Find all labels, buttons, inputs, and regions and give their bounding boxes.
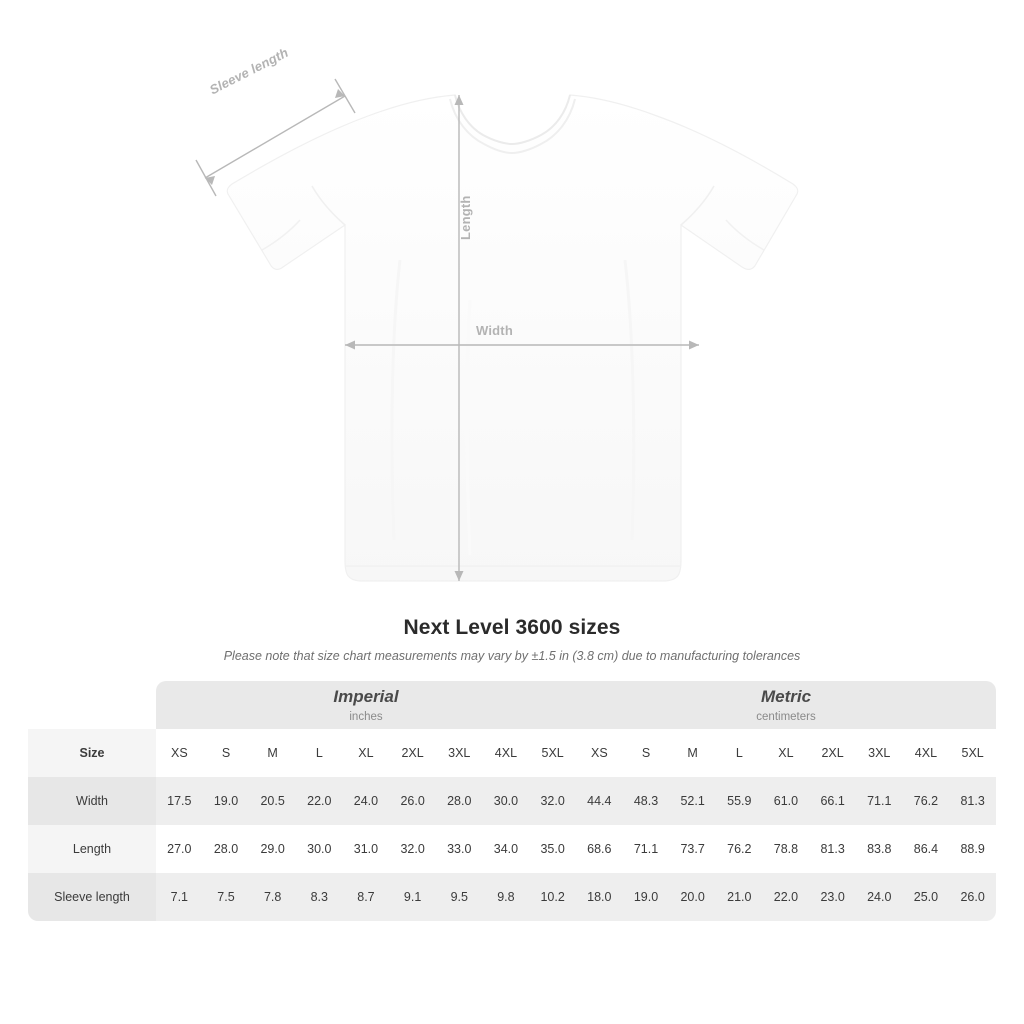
measure-cell-metric: 76.2 xyxy=(716,825,763,873)
size-header-cell: 5XL xyxy=(949,729,996,777)
measure-cell-metric: 78.8 xyxy=(763,825,810,873)
tolerance-note: Please note that size chart measurements may vary by ±1.5 in (3.8 cm) due to manufacturing tolerances xyxy=(223,649,801,663)
size-header-cell: L xyxy=(296,729,343,777)
size-chart-body xyxy=(28,681,996,921)
measure-cell-metric: 71.1 xyxy=(856,777,903,825)
measure-cell-imperial: 35.0 xyxy=(529,825,576,873)
size-header-cell: XS xyxy=(156,729,203,777)
measure-cell-metric: 83.8 xyxy=(856,825,903,873)
measure-cell-imperial: 31.0 xyxy=(343,825,390,873)
measure-cell-imperial: 7.8 xyxy=(249,873,296,921)
measure-cell-metric: 22.0 xyxy=(763,873,810,921)
table-row xyxy=(28,825,996,873)
measure-cell-imperial: 10.2 xyxy=(529,873,576,921)
measure-cell-metric: 55.9 xyxy=(716,777,763,825)
measure-cell-imperial: 20.5 xyxy=(249,777,296,825)
size-header-cell: M xyxy=(669,729,716,777)
measure-cell-imperial: 9.8 xyxy=(483,873,530,921)
size-header-cell: 2XL xyxy=(389,729,436,777)
unit-header-row xyxy=(28,681,996,729)
annotation-sleeve-length: Sleeve length xyxy=(207,44,291,98)
size-header-cell: XL xyxy=(343,729,390,777)
unit-sub-metric: centimeters xyxy=(756,711,816,723)
measure-cell-imperial: 8.3 xyxy=(296,873,343,921)
measure-cell-imperial: 28.0 xyxy=(436,777,483,825)
measure-cell-imperial: 32.0 xyxy=(529,777,576,825)
unit-group-imperial xyxy=(156,681,576,729)
measure-cell-metric: 76.2 xyxy=(903,777,950,825)
measure-cell-imperial: 24.0 xyxy=(343,777,390,825)
measure-cell-imperial: 8.7 xyxy=(343,873,390,921)
row-label: Length xyxy=(28,825,156,873)
measure-cell-metric: 26.0 xyxy=(949,873,996,921)
size-header-cell: 5XL xyxy=(529,729,576,777)
measure-cell-imperial: 9.1 xyxy=(389,873,436,921)
measure-cell-imperial: 30.0 xyxy=(483,777,530,825)
measure-cell-imperial: 33.0 xyxy=(436,825,483,873)
measure-cell-metric: 21.0 xyxy=(716,873,763,921)
measure-cell-imperial: 30.0 xyxy=(296,825,343,873)
size-header-cell: L xyxy=(716,729,763,777)
measure-cell-metric: 61.0 xyxy=(763,777,810,825)
measure-cell-imperial: 34.0 xyxy=(483,825,530,873)
measure-cell-imperial: 7.5 xyxy=(203,873,250,921)
measure-cell-metric: 66.1 xyxy=(809,777,856,825)
measure-cell-metric: 68.6 xyxy=(576,825,623,873)
shirt-body xyxy=(227,95,798,581)
row-label: Width xyxy=(28,777,156,825)
measure-cell-metric: 88.9 xyxy=(949,825,996,873)
table-row xyxy=(28,873,996,921)
measure-cell-imperial: 19.0 xyxy=(203,777,250,825)
measure-cell-imperial: 22.0 xyxy=(296,777,343,825)
size-header-cell: 4XL xyxy=(903,729,950,777)
size-header-cell: 3XL xyxy=(436,729,483,777)
title-block xyxy=(0,616,1024,663)
measure-cell-imperial: 17.5 xyxy=(156,777,203,825)
size-header-cell: S xyxy=(203,729,250,777)
unit-group-metric xyxy=(576,681,996,729)
measure-cell-metric: 19.0 xyxy=(623,873,670,921)
measure-cell-metric: 25.0 xyxy=(903,873,950,921)
unit-sub-imperial: inches xyxy=(349,711,383,723)
unit-row-spacer xyxy=(28,681,156,729)
size-header-cell: 2XL xyxy=(809,729,856,777)
unit-name-imperial: Imperial xyxy=(333,687,399,706)
measure-cell-metric: 73.7 xyxy=(669,825,716,873)
measure-cell-imperial: 32.0 xyxy=(389,825,436,873)
measure-cell-metric: 81.3 xyxy=(809,825,856,873)
size-header-cell: M xyxy=(249,729,296,777)
measure-cell-metric: 52.1 xyxy=(669,777,716,825)
size-chart-table xyxy=(28,681,996,921)
size-header-label: Size xyxy=(28,729,156,777)
size-header-cell: S xyxy=(623,729,670,777)
size-header-cell: 4XL xyxy=(483,729,530,777)
row-label: Sleeve length xyxy=(28,873,156,921)
measure-cell-metric: 18.0 xyxy=(576,873,623,921)
page-title: Next Level 3600 sizes xyxy=(403,616,621,639)
annotation-length: Length xyxy=(458,195,473,240)
measure-cell-metric: 86.4 xyxy=(903,825,950,873)
size-header-row xyxy=(28,729,996,777)
measure-cell-imperial: 7.1 xyxy=(156,873,203,921)
measure-cell-metric: 81.3 xyxy=(949,777,996,825)
size-chart-container xyxy=(0,681,1024,921)
measure-cell-metric: 23.0 xyxy=(809,873,856,921)
measure-cell-imperial: 27.0 xyxy=(156,825,203,873)
unit-name-metric: Metric xyxy=(760,687,812,706)
annotation-width: Width xyxy=(476,323,513,338)
size-header-cell: 3XL xyxy=(856,729,903,777)
measure-cell-imperial: 29.0 xyxy=(249,825,296,873)
measure-cell-imperial: 28.0 xyxy=(203,825,250,873)
measure-cell-metric: 48.3 xyxy=(623,777,670,825)
measure-cell-imperial: 9.5 xyxy=(436,873,483,921)
size-header-cell: XS xyxy=(576,729,623,777)
measure-cell-imperial: 26.0 xyxy=(389,777,436,825)
measure-cell-metric: 71.1 xyxy=(623,825,670,873)
measure-cell-metric: 24.0 xyxy=(856,873,903,921)
table-row xyxy=(28,777,996,825)
measure-cell-metric: 20.0 xyxy=(669,873,716,921)
size-header-cell: XL xyxy=(763,729,810,777)
measure-cell-metric: 44.4 xyxy=(576,777,623,825)
